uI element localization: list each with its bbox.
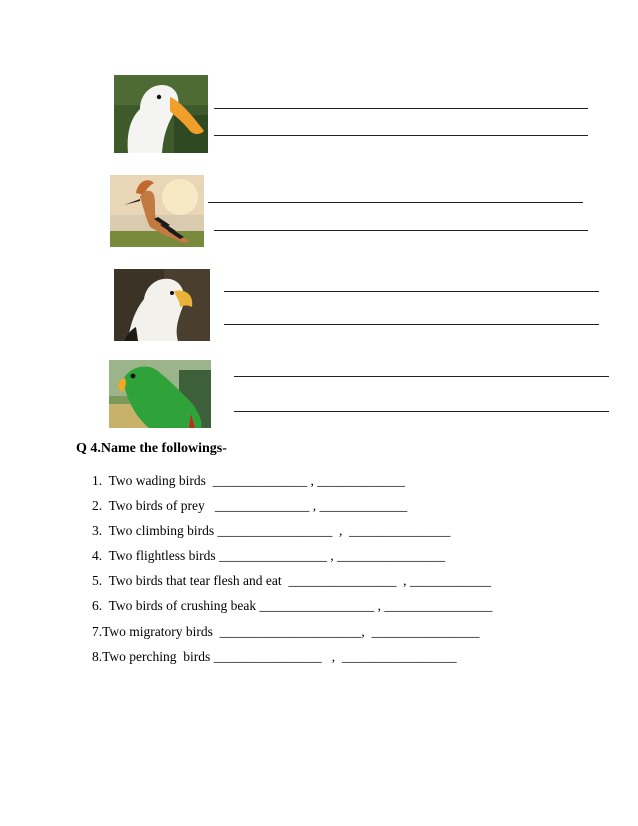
question-item: 5. Two birds that tear flesh and eat ________________ , ____________	[92, 573, 491, 588]
eagle-image	[114, 269, 210, 341]
answer-line[interactable]	[214, 230, 588, 231]
question-heading: Q 4.Name the followings-	[76, 441, 227, 456]
answer-line[interactable]	[214, 135, 588, 136]
question-item: 3. Two climbing birds _________________ , _______________	[92, 523, 451, 538]
parrot-image	[109, 360, 211, 428]
question-item: 2. Two birds of prey ______________ , _____________	[92, 498, 408, 513]
answer-line[interactable]	[224, 324, 599, 325]
question-item: 8.Two perching birds ________________ , _________________	[92, 649, 457, 664]
answer-line[interactable]	[234, 411, 609, 412]
answer-line[interactable]	[224, 291, 599, 292]
question-item: 6. Two birds of crushing beak _________________ , ________________	[92, 598, 493, 613]
hoopoe-image	[110, 175, 204, 247]
duck-image	[114, 75, 208, 153]
answer-line[interactable]	[234, 376, 609, 377]
question-item: 4. Two flightless birds ________________ , ________________	[92, 548, 446, 563]
answer-line[interactable]	[208, 202, 583, 203]
question-item: 1. Two wading birds ______________ , _____________	[92, 473, 406, 488]
answer-line[interactable]	[214, 108, 588, 109]
question-item: 7.Two migratory birds _____________________, ________________	[92, 624, 480, 639]
